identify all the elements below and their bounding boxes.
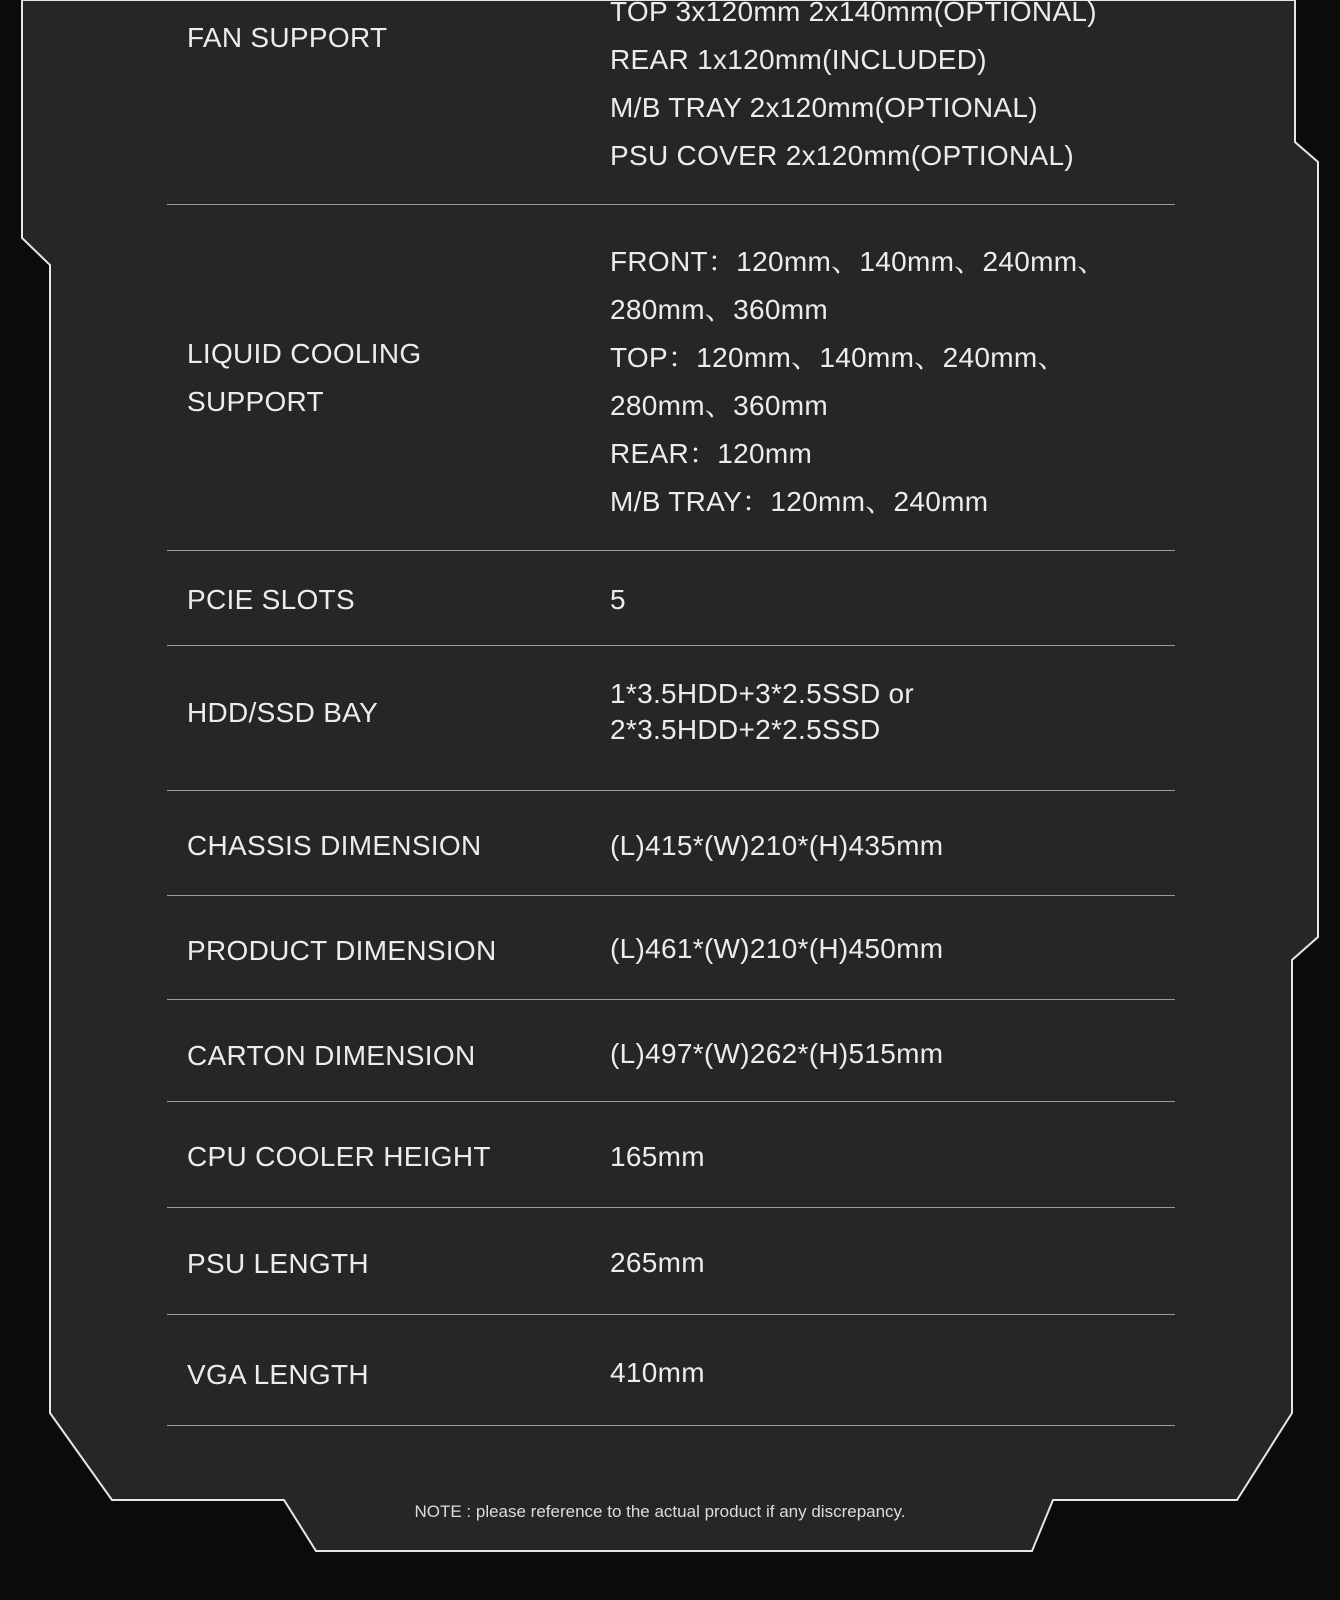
row-divider [167,999,1175,1000]
fan-support-value-top: TOP 3x120mm 2x140mm(OPTIONAL) [610,0,1097,27]
row-divider [167,895,1175,896]
liquid-cooling-value-rear: REAR：120mm [610,438,813,469]
hdd-ssd-bay-label: HDD/SSD BAY [187,697,379,728]
row-divider [167,550,1175,551]
liquid-cooling-value-mb-tray: M/B TRAY：120mm、240mm [610,486,989,517]
psu-length-value: 265mm [610,1247,705,1278]
disclaimer-note: NOTE : please reference to the actual product if any discrepancy. [414,1502,906,1521]
liquid-cooling-label-line-2: SUPPORT [187,386,324,417]
row-divider [167,204,1175,205]
spec-panel-shape [22,0,1318,1551]
carton-dimension-label: CARTON DIMENSION [187,1040,476,1071]
fan-support-value-psu-cover: PSU COVER 2x120mm(OPTIONAL) [610,140,1074,171]
product-dimension-value: (L)461*(W)210*(H)450mm [610,933,944,964]
hdd-ssd-bay-value-line-1: 1*3.5HDD+3*2.5SSD or [610,678,915,709]
fan-support-value-mb-tray: M/B TRAY 2x120mm(OPTIONAL) [610,92,1038,123]
liquid-cooling-value-top: TOP：120mm、140mm、240mm、 [610,342,1066,373]
cpu-cooler-height-label: CPU COOLER HEIGHT [187,1141,491,1172]
hdd-ssd-bay-value-line-2: 2*3.5HDD+2*2.5SSD [610,714,881,745]
psu-length-label: PSU LENGTH [187,1248,369,1279]
row-divider [167,1314,1175,1315]
row-divider [167,645,1175,646]
carton-dimension-value: (L)497*(W)262*(H)515mm [610,1038,944,1069]
fan-support-value-rear: REAR 1x120mm(INCLUDED) [610,44,987,75]
liquid-cooling-value-front-cont: 280mm、360mm [610,294,829,325]
liquid-cooling-value-top-cont: 280mm、360mm [610,390,829,421]
vga-length-value: 410mm [610,1357,705,1388]
product-dimension-label: PRODUCT DIMENSION [187,935,497,966]
vga-length-label: VGA LENGTH [187,1359,369,1390]
liquid-cooling-value-front: FRONT：120mm、140mm、240mm、 [610,246,1106,277]
cpu-cooler-height-value: 165mm [610,1141,705,1172]
row-divider [167,790,1175,791]
liquid-cooling-label [187,330,421,426]
pcie-slots-value: 5 [610,584,626,615]
chassis-dimension-value: (L)415*(W)210*(H)435mm [610,830,944,861]
chassis-dimension-label: CHASSIS DIMENSION [187,830,482,861]
fan-support-label: FAN SUPPORT [187,22,388,53]
row-divider [167,1207,1175,1208]
liquid-cooling-label-line-1: LIQUID COOLING [187,338,422,369]
pcie-slots-label: PCIE SLOTS [187,584,355,615]
row-divider [167,1101,1175,1102]
row-divider [167,1425,1175,1426]
